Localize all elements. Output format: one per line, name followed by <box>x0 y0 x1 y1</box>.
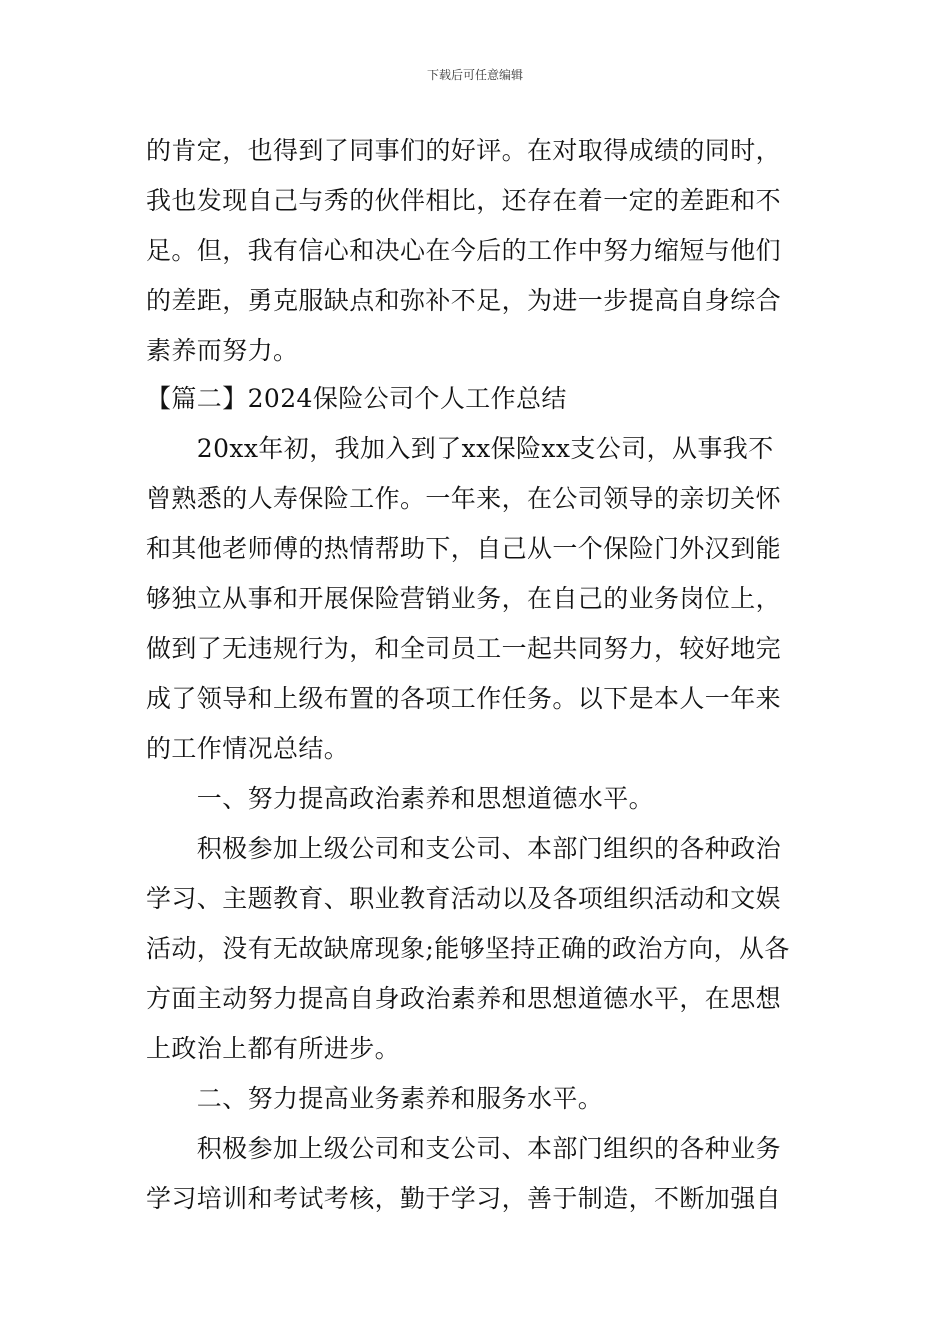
text-line: 足。但，我有信心和决心在今后的工作中努力缩短与他们 <box>146 236 782 265</box>
text-line: 活动，没有无故缺席现象;能够坚持正确的政治方向，从各 <box>146 934 790 963</box>
text-line: 我也发现自己与秀的伙伴相比，还存在着一定的差距和不 <box>146 186 782 215</box>
text-line: 积极参加上级公司和支公司、本部门组织的各种业务 <box>146 1134 782 1163</box>
text-line: 和其他老师傅的热情帮助下，自己从一个保险门外汉到能 <box>146 534 782 563</box>
text-line: 学习培训和考试考核，勤于学习，善于制造，不断加强自 <box>146 1184 782 1213</box>
text-line: 成了领导和上级布置的各项工作任务。以下是本人一年来 <box>146 684 782 713</box>
text-line: 学习、主题教育、职业教育活动以及各项组织活动和文娱 <box>146 884 782 913</box>
subheading: 二、努力提高业务素养和服务水平。 <box>146 1084 604 1113</box>
text-line: 积极参加上级公司和支公司、本部门组织的各种政治 <box>146 834 782 863</box>
text-line: 的工作情况总结。 <box>146 734 350 763</box>
subheading: 一、努力提高政治素养和思想道德水平。 <box>146 784 655 813</box>
text-line: 的肯定，也得到了同事们的好评。在对取得成绩的同时， <box>146 136 782 165</box>
text-line: 20xx年初，我加入到了xx保险xx支公司，从事我不 <box>146 434 774 463</box>
text-line: 素养而努力。 <box>146 336 299 365</box>
text-line: 曾熟悉的人寿保险工作。一年来，在公司领导的亲切关怀 <box>146 484 782 513</box>
text-line: 上政治上都有所进步。 <box>146 1034 401 1063</box>
text-line: 方面主动努力提高自身政治素养和思想道德水平，在思想 <box>146 984 782 1013</box>
text-line: 做到了无违规行为，和全司员工一起共同努力，较好地完 <box>146 634 782 663</box>
section-heading: 【篇二】2024保险公司个人工作总结 <box>146 384 567 413</box>
text-line: 够独立从事和开展保险营销业务，在自己的业务岗位上， <box>146 584 782 613</box>
page-header-note: 下载后可任意编辑 <box>426 68 523 82</box>
text-line: 的差距，勇克服缺点和弥补不足，为进一步提高自身综合 <box>146 286 782 315</box>
